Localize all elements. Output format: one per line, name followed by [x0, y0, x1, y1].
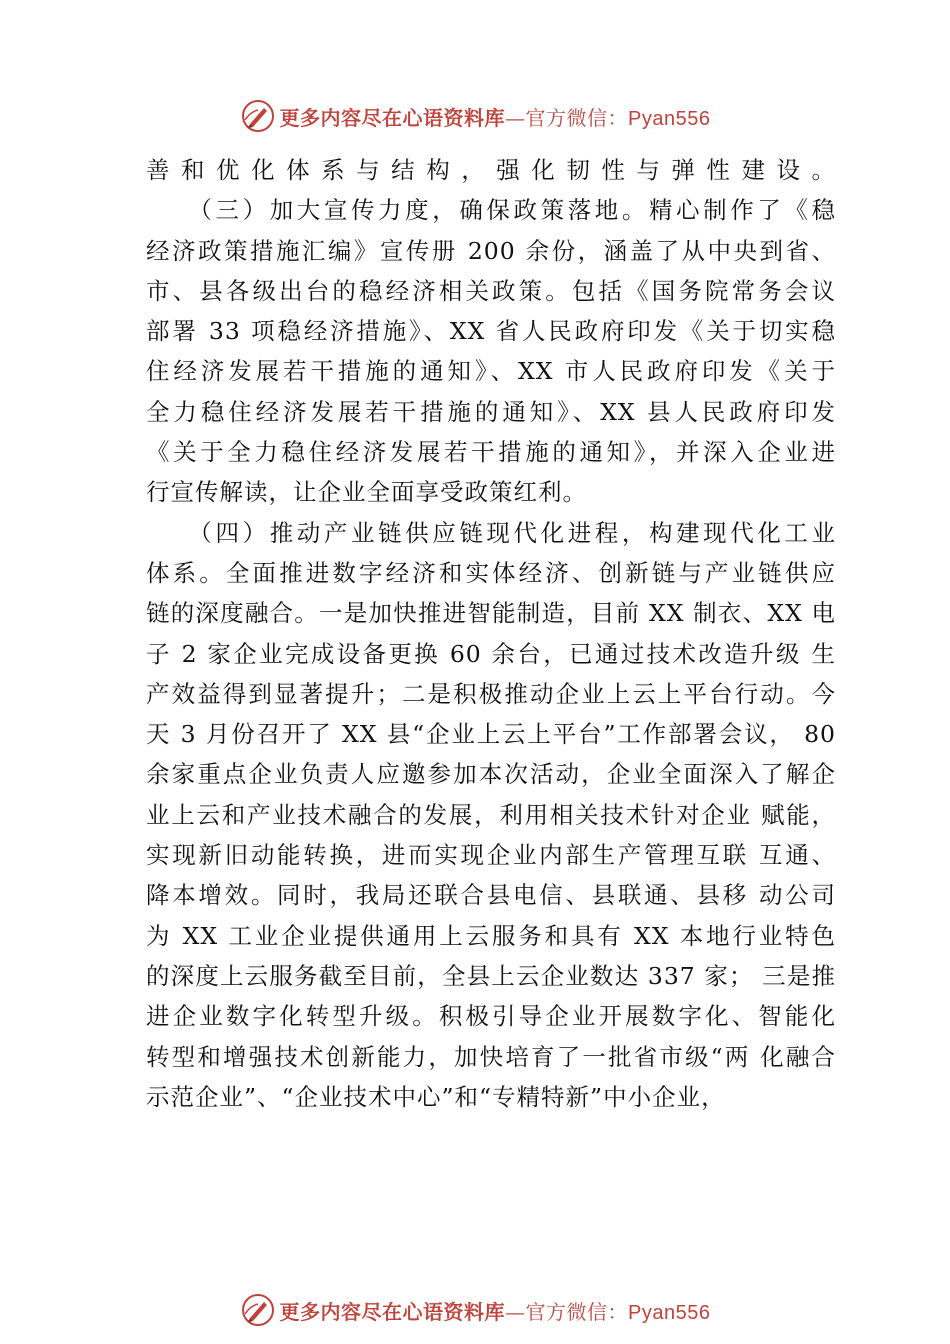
- body-line: 全力稳住经济发展若干措施的通知》、XX 县人民政府印发: [146, 397, 836, 426]
- body-line: 余家重点企业负责人应邀参加本次活动，企业全面深入了解企: [146, 760, 836, 789]
- body-line: 住经济发展若干措施的通知》、XX 市人民政府印发《关于: [146, 357, 836, 386]
- body-line: 行宣传解读，让企业全面享受政策红利。: [146, 478, 587, 507]
- banner-separator: —: [505, 105, 526, 130]
- body-line: 产效益得到显著提升；二是积极推动企业上云上平台行动。今: [146, 679, 836, 708]
- body-line: 体系。全面推进数字经济和实体经济、创新链与产业链供应: [146, 558, 836, 587]
- body-line: 市、县各级出台的稳经济相关政策。包括《国务院常务会议: [146, 276, 836, 305]
- body-line: 进企业数字化转型升级。积极引导企业开展数字化、智能化: [146, 1002, 836, 1031]
- body-line: 经济政策措施汇编》宣传册 200 余份，涵盖了从中央到省、: [146, 236, 836, 265]
- body-line: 部署 33 项稳经济措施》、XX 省人民政府印发《关于切实稳: [146, 317, 836, 346]
- body-line: （四）推动产业链供应链现代化进程，构建现代化工业: [146, 518, 836, 547]
- banner-wechat-label: 官方微信：: [525, 105, 629, 130]
- header-banner: [0, 96, 950, 136]
- pen-circle-logo-icon: [240, 1292, 276, 1328]
- body-line: 善和优化体系与结构，强化韧性与弹性建设。: [146, 156, 836, 184]
- body-line: 实现新旧动能转换，进而实现企业内部生产管理互联 互通、: [146, 841, 836, 870]
- footer-banner: [0, 1290, 950, 1330]
- body-line: 的深度上云服务截至目前，全县上云企业数达 337 家； 三是推: [146, 961, 836, 990]
- banner-wechat-id: Pyan556: [628, 1301, 711, 1324]
- body-line: 《关于全力稳住经济发展若干措施的通知》，并深入企业进: [146, 438, 836, 467]
- body-line: 转型和增强技术创新能力，加快培育了一批省市级“两 化融合: [146, 1042, 836, 1071]
- banner-wechat-label: 官方微信：: [525, 1299, 629, 1324]
- banner-title: 更多内容尽在心语资料库: [279, 105, 506, 130]
- banner-title: 更多内容尽在心语资料库: [279, 1299, 506, 1324]
- body-line: 为 XX 工业企业提供通用上云服务和具有 XX 本地行业特色: [146, 921, 836, 950]
- banner-wechat-id: Pyan556: [628, 107, 711, 130]
- body-line: 链的深度融合。一是加快推进智能制造，目前 XX 制衣、XX 电: [146, 599, 836, 628]
- banner-separator: —: [505, 1299, 526, 1324]
- body-line: 降本增效。同时，我局还联合县电信、县联通、县移 动公司: [146, 881, 836, 910]
- body-line: 子 2 家企业完成设备更换 60 余台，已通过技术改造升级 生: [146, 639, 836, 668]
- body-line: 天 3 月份召开了 XX 县“企业上云上平台”工作部署会议， 80: [146, 720, 836, 749]
- body-line: 业上云和产业技术融合的发展，利用相关技术针对企业 赋能，: [146, 800, 836, 829]
- pen-circle-logo-icon: [240, 98, 276, 134]
- body-line: （三）加大宣传力度，确保政策落地。精心制作了《稳: [146, 196, 836, 225]
- body-line: 示范企业”、“企业技术中心”和“专精特新”中小企业，: [146, 1082, 726, 1111]
- document-body: [146, 150, 836, 1117]
